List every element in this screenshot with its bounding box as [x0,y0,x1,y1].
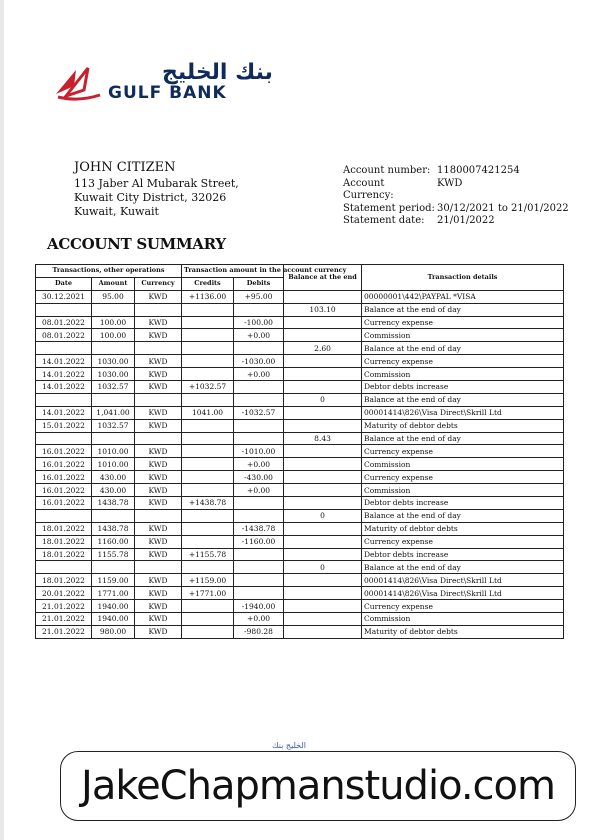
table-row [36,497,564,510]
table-row [36,316,564,329]
table-row [36,458,564,471]
cell-details: Commission [362,458,564,471]
cell-debit [234,303,284,316]
table-row [36,600,564,613]
cell-debit: +0.00 [234,613,284,626]
customer-address-line3: Kuwait, Kuwait [74,205,159,218]
account-number-label: Account number: [343,165,431,176]
cell-credit [182,535,234,548]
cell-credit [182,484,234,497]
cell-date: 20.01.2022 [36,587,92,600]
cell-details: 00001414\826\Visa Direct\Skrill Ltd [362,587,564,600]
cell-balance: 0 [284,393,362,406]
cell-amount [92,303,135,316]
cell-date [36,393,92,406]
cell-credit: 1041.00 [182,406,234,419]
cell-credit [182,355,234,368]
cell-amount: 1,041.00 [92,406,135,419]
cell-details: Debtor debts increase [362,548,564,561]
cell-balance [284,497,362,510]
cell-currency [135,432,182,445]
transactions-body [36,290,564,638]
cell-debit: -1160.00 [234,535,284,548]
cell-details: 00001414\826\Visa Direct\Skrill Ltd [362,406,564,419]
col-date-header: Date [36,277,92,290]
transactions-table [35,264,564,639]
cell-currency: KWD [135,329,182,342]
cell-debit [234,497,284,510]
cell-balance [284,316,362,329]
table-row [36,535,564,548]
cell-debit [234,419,284,432]
cell-date: 08.01.2022 [36,316,92,329]
cell-debit: -430.00 [234,471,284,484]
cell-currency: KWD [135,625,182,638]
cell-balance: 0 [284,561,362,574]
cell-amount: 1940.00 [92,600,135,613]
table-row [36,574,564,587]
cell-amount: 95.00 [92,290,135,303]
cell-date: 16.01.2022 [36,445,92,458]
cell-date [36,432,92,445]
cell-balance [284,419,362,432]
table-row [36,393,564,406]
cell-credit: +1155.78 [182,548,234,561]
cell-debit: -980.28 [234,625,284,638]
account-currency: KWD [437,177,463,189]
account-number: 1180007421254 [437,165,520,176]
cell-details: Currency expense [362,445,564,458]
cell-credit: +1438.78 [182,497,234,510]
customer-name: JOHN CITIZEN [74,160,176,175]
cell-date: 14.01.2022 [36,355,92,368]
cell-currency: KWD [135,471,182,484]
cell-balance: 2.60 [284,342,362,355]
cell-currency: KWD [135,419,182,432]
cell-details: Commission [362,329,564,342]
cell-amount: 1438.78 [92,522,135,535]
cell-debit [234,432,284,445]
cell-currency [135,303,182,316]
cell-date [36,509,92,522]
cell-amount: 1030.00 [92,355,135,368]
col-currency-header: Currency [135,277,182,290]
cell-credit: +1771.00 [182,587,234,600]
cell-amount: 1438.78 [92,497,135,510]
bank-name-english: GULF BANK [108,83,227,103]
col-credits-header: Credits [182,277,234,290]
table-row [36,484,564,497]
cell-balance [284,548,362,561]
cell-currency: KWD [135,406,182,419]
cell-currency: KWD [135,574,182,587]
col-debits-header: Debits [234,277,284,290]
cell-debit [234,393,284,406]
cell-details: Balance at the end of day [362,303,564,316]
cell-debit [234,587,284,600]
cell-date [36,561,92,574]
statement-date-label: Statement date: [343,215,425,226]
cell-debit: -1940.00 [234,600,284,613]
cell-amount: 1010.00 [92,445,135,458]
watermark-text: JakeChapmanstudio.com [81,763,555,809]
table-row [36,509,564,522]
cell-currency: KWD [135,600,182,613]
cell-date: 16.01.2022 [36,497,92,510]
cell-details: Commission [362,613,564,626]
table-row [36,587,564,600]
cell-currency: KWD [135,548,182,561]
cell-details: Currency expense [362,600,564,613]
cell-details: Balance at the end of day [362,509,564,522]
cell-currency: KWD [135,484,182,497]
cell-balance [284,406,362,419]
cell-date: 14.01.2022 [36,368,92,381]
cell-date: 18.01.2022 [36,548,92,561]
cell-currency: KWD [135,290,182,303]
cell-date: 16.01.2022 [36,471,92,484]
transactions-group-header: Transactions, other operations [36,265,182,278]
cell-credit [182,561,234,574]
cell-details: Currency expense [362,535,564,548]
cell-amount: 1159.00 [92,574,135,587]
cell-balance [284,522,362,535]
cell-debit: -100.00 [234,316,284,329]
cell-amount: 1032.57 [92,381,135,394]
cell-details: Currency expense [362,316,564,329]
table-row [36,342,564,355]
details-header: Transaction details [362,265,564,291]
cell-credit [182,303,234,316]
table-row [36,613,564,626]
cell-amount: 1160.00 [92,535,135,548]
cell-credit [182,432,234,445]
cell-balance [284,355,362,368]
customer-address-line2: Kuwait City District, 32026 [74,191,227,204]
cell-currency: KWD [135,458,182,471]
cell-debit [234,381,284,394]
cell-currency: KWD [135,355,182,368]
cell-credit [182,522,234,535]
table-row [36,303,564,316]
bank-name-arabic: بنك الخليج [162,60,273,85]
cell-amount: 1771.00 [92,587,135,600]
summary-title: ACCOUNT SUMMARY [47,235,226,253]
cell-debit: -1032.57 [234,406,284,419]
cell-date: 18.01.2022 [36,535,92,548]
cell-details: Balance at the end of day [362,432,564,445]
cell-balance: 8.43 [284,432,362,445]
cell-credit [182,458,234,471]
table-row [36,445,564,458]
cell-credit: +1136.00 [182,290,234,303]
cell-amount [92,561,135,574]
cell-balance [284,458,362,471]
cell-details: Maturity of debtor debts [362,625,564,638]
cell-debit: -1030.00 [234,355,284,368]
cell-details: Commission [362,484,564,497]
table-row [36,522,564,535]
table-row [36,381,564,394]
cell-details: Maturity of debtor debts [362,419,564,432]
table-row [36,471,564,484]
cell-amount: 1032.57 [92,419,135,432]
cell-currency: KWD [135,535,182,548]
table-row [36,625,564,638]
cell-balance [284,290,362,303]
footer-mark: الخليج بنك [272,741,306,750]
cell-balance [284,368,362,381]
amount-group-header: Transaction amount in the account currency [182,265,284,278]
cell-balance [284,381,362,394]
cell-details: Debtor debts increase [362,381,564,394]
cell-currency: KWD [135,381,182,394]
cell-balance [284,625,362,638]
cell-amount: 1940.00 [92,613,135,626]
cell-amount [92,432,135,445]
cell-currency: KWD [135,587,182,600]
table-row [36,406,564,419]
cell-credit [182,329,234,342]
cell-debit: +0.00 [234,484,284,497]
cell-amount: 100.00 [92,329,135,342]
cell-credit [182,445,234,458]
cell-balance [284,587,362,600]
cell-date [36,342,92,355]
balance-header: Balance at the end [284,265,362,291]
cell-date: 16.01.2022 [36,458,92,471]
cell-debit: +0.00 [234,329,284,342]
cell-balance: 103.10 [284,303,362,316]
cell-debit: -1438.78 [234,522,284,535]
cell-credit [182,342,234,355]
cell-amount: 1155.78 [92,548,135,561]
table-row [36,329,564,342]
cell-currency: KWD [135,497,182,510]
cell-details: Currency expense [362,355,564,368]
cell-credit [182,368,234,381]
cell-currency [135,561,182,574]
cell-details: Balance at the end of day [362,561,564,574]
statement-period-label: Statement period: [343,202,435,214]
cell-date [36,303,92,316]
cell-currency [135,393,182,406]
table-row [36,355,564,368]
cell-amount: 1010.00 [92,458,135,471]
gulf-bank-sail-icon [54,64,104,102]
cell-balance [284,329,362,342]
cell-amount: 430.00 [92,484,135,497]
cell-currency: KWD [135,445,182,458]
cell-amount: 1030.00 [92,368,135,381]
cell-credit: +1032.57 [182,381,234,394]
cell-date: 08.01.2022 [36,329,92,342]
customer-block [74,161,239,219]
table-row [36,290,564,303]
cell-credit [182,613,234,626]
cell-debit: -1010.00 [234,445,284,458]
account-info [343,165,569,228]
statement-period: 30/12/2021 to 21/01/2022 [437,202,569,214]
table-row [36,419,564,432]
cell-date: 21.01.2022 [36,613,92,626]
cell-balance [284,445,362,458]
cell-details: Debtor debts increase [362,497,564,510]
cell-date: 30.12.2021 [36,290,92,303]
cell-credit [182,625,234,638]
cell-balance [284,600,362,613]
cell-debit [234,342,284,355]
cell-currency: KWD [135,368,182,381]
cell-balance [284,484,362,497]
cell-credit [182,509,234,522]
cell-amount: 980.00 [92,625,135,638]
account-currency-label: Account Currency: [343,177,394,201]
cell-date: 15.01.2022 [36,419,92,432]
cell-details: 00000001\442\PAYPAL *VISA [362,290,564,303]
table-row [36,432,564,445]
cell-amount [92,342,135,355]
cell-currency: KWD [135,316,182,329]
bank-logo [54,60,273,104]
watermark-banner [60,751,576,821]
statement-date: 21/01/2022 [437,215,495,226]
cell-details: Balance at the end of day [362,342,564,355]
cell-credit [182,316,234,329]
cell-amount: 430.00 [92,471,135,484]
cell-date: 14.01.2022 [36,406,92,419]
cell-debit [234,509,284,522]
cell-debit: +0.00 [234,368,284,381]
cell-details: Maturity of debtor debts [362,522,564,535]
cell-credit [182,419,234,432]
cell-currency: KWD [135,522,182,535]
cell-date: 21.01.2022 [36,625,92,638]
cell-date: 21.01.2022 [36,600,92,613]
cell-balance [284,535,362,548]
cell-balance [284,471,362,484]
cell-credit: +1159.00 [182,574,234,587]
customer-address-line1: 113 Jaber Al Mubarak Street, [74,177,239,190]
cell-amount [92,393,135,406]
cell-credit [182,393,234,406]
cell-currency [135,509,182,522]
cell-date: 16.01.2022 [36,484,92,497]
cell-amount: 100.00 [92,316,135,329]
page-edge [0,0,4,840]
cell-debit [234,548,284,561]
cell-amount [92,509,135,522]
cell-balance [284,574,362,587]
col-amount-header: Amount [92,277,135,290]
cell-details: Currency expense [362,471,564,484]
cell-debit [234,574,284,587]
cell-details: Commission [362,368,564,381]
cell-balance [284,613,362,626]
cell-details: Balance at the end of day [362,393,564,406]
cell-currency: KWD [135,613,182,626]
table-row [36,368,564,381]
cell-details: 00001414\826\Visa Direct\Skrill Ltd [362,574,564,587]
cell-balance: 0 [284,509,362,522]
cell-debit: +95.00 [234,290,284,303]
cell-currency [135,342,182,355]
cell-date: 14.01.2022 [36,381,92,394]
table-row [36,548,564,561]
cell-date: 18.01.2022 [36,574,92,587]
table-header-group-row [36,265,564,278]
table-row [36,561,564,574]
cell-date: 18.01.2022 [36,522,92,535]
cell-credit [182,600,234,613]
cell-debit [234,561,284,574]
cell-debit: +0.00 [234,458,284,471]
cell-credit [182,471,234,484]
